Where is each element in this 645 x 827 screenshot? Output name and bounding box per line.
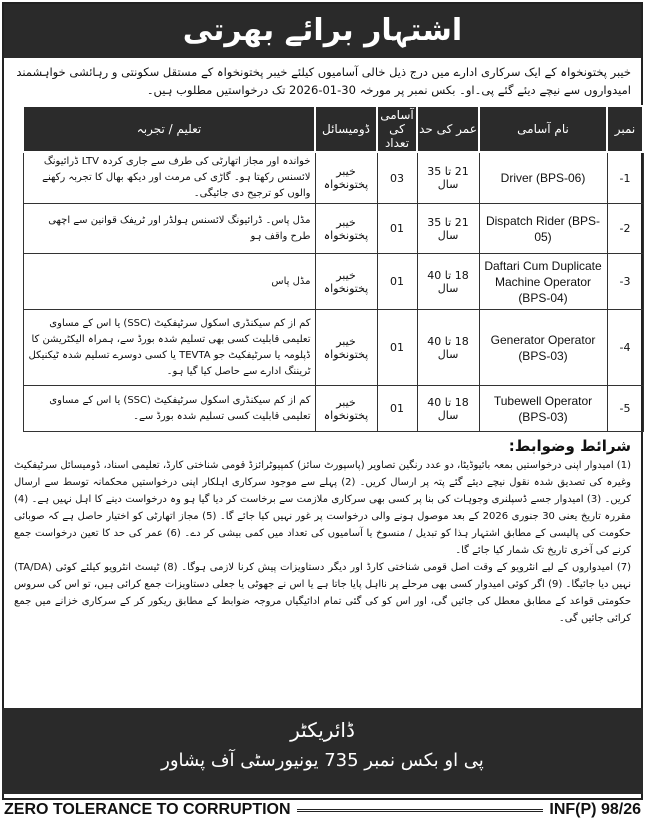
domicile: خیبر پختونخواہ: [315, 310, 377, 386]
post-count: 01: [377, 310, 417, 386]
age-limit: 21 تا 35 سال: [417, 204, 479, 254]
divider: [297, 809, 544, 812]
row-number: 5-: [607, 386, 643, 432]
advertisement: [2, 2, 643, 800]
post-name: Generator Operator (BPS-03): [479, 310, 607, 386]
reference-number: INF(P) 98/26: [549, 801, 641, 818]
footer-contact: [2, 708, 643, 794]
education: مڈل پاس۔ ڈرائیونگ لائسنس ہولڈر اور ٹریفک قوانین سے اچھی طرح واقف ہو: [23, 204, 315, 254]
post-count: 01: [377, 254, 417, 310]
education: خواندہ اور مجاز اتھارٹی کی طرف سے جاری کردہ LTV ڈرائیونگ لائسنس رکھتا ہو۔ گاڑی کی مرمت اور دیکھ بھال کا تجربہ رکھنے والوں کو ترجیح دی جائیگی۔: [23, 152, 315, 204]
intro-text: خیبر پختونخواہ کے ایک سرکاری ادارے میں درج ذیل خالی آسامیوں کیلئے خیبر پختونخواہ کے مستقل سکونتی و رہائشی خواہشمند امیدواروں سے نیچے دیئے گئے پی۔او۔ بکس نمبر پر مورخہ 30-01-2026 تک درخواستیں مطلوب ہیں۔: [16, 65, 631, 97]
col-domicile: ڈومیسائل: [315, 106, 377, 152]
age-limit: 18 تا 40 سال: [417, 386, 479, 432]
col-education: تعلیم / تجربہ: [23, 106, 315, 152]
post-name: Driver (BPS-06): [479, 152, 607, 204]
table-row: [23, 386, 643, 432]
row-number: 4-: [607, 310, 643, 386]
post-count: 01: [377, 386, 417, 432]
col-count: آسامی کی تعداد: [377, 106, 417, 152]
table-row: [23, 254, 643, 310]
table-row: [23, 204, 643, 254]
terms-section: [4, 432, 641, 631]
age-limit: 18 تا 40 سال: [417, 254, 479, 310]
domicile: خیبر پختونخواہ: [315, 386, 377, 432]
terms-paragraph-1: (1) امیدوار اپنی درخواستیں بمعہ بائیوڈیٹا، دو عدد رنگین تصاویر (پاسپورٹ سائز) کمپیوٹرائزڈ قومی شناختی کارڈ، تعلیمی اسناد، ڈومیسائل سرٹیفکیٹ وغیرہ کی تصدیق شدہ نقول نیچے دیئے گئے پتہ پر ارسال کریں۔ (2) پہلے سے موجود سرکاری اہلکار اپنی درخواستیں محکمانہ توسط سے ارسال کریں۔ (3) امیدوار جسے ڈسپلنری وجوہات کی بنا پر کسی بھی سرکاری ملازمت سے برخاست کر دیا گیا ہو وہ درخواست دینے کا اہل نہیں ہے۔ (4) مقررہ تاریخ یعنی 30 جنوری 2026 کے بعد موصول ہونے والی درخواست پر غور نہیں کیا جائے گا۔ (5) مجاز اتھارٹی کو اختیار حاصل ہے کہ صوبائی حکومت کی پالیسی کے مطابق اشتہار ہذا کو تبدیل / منسوخ یا آسامیوں کی تعداد میں کمی بیشی کر دے۔ (6) عمر کی حد کا تعین درخواست جمع کرنے کی آخری تاریخ تک شمار کیا جائے گا۔: [14, 460, 632, 556]
post-count: 01: [377, 204, 417, 254]
post-name: Tubewell Operator (BPS-03): [479, 386, 607, 432]
post-name: Daftari Cum Duplicate Machine Operator (BPS-04): [479, 254, 607, 310]
address: پی او بکس نمبر 735 یونیورسٹی آف پشاور: [161, 750, 484, 771]
terms-paragraph-2: (7) امیدواروں کے لیے انٹرویو کے وقت اصل قومی شناختی کارڈ اور دیگر دستاویزات پیش کرنا لازمی ہوگا۔ (8) ٹیسٹ انٹرویو کیلئے کوئی (TA/DA) نہیں دیا جائیگا۔ (9) اگر کوئی امیدوار کسی بھی مرحلے پر نااہل پایا جاتا ہے یا اس نے جھوٹی یا جعلی دستاویزات جمع کرائی ہیں، تو اس کی سروس حکومتی قواعد کے مطابق معطل کی جائیں گی، اور اس کو کی گئی تمام ادائیگیاں مروجہ ضوابط کے مطابق ریکور کر کے سرکاری خزانے میں جمع کرائی جائیں گی۔: [14, 562, 632, 624]
domicile: خیبر پختونخواہ: [315, 152, 377, 204]
post-count: 03: [377, 152, 417, 204]
education: کم از کم سیکنڈری اسکول سرٹیفکیٹ (SSC) یا اس کے مساوی تعلیمی قابلیت کسی تسلیم شدہ بورڈ سے۔: [23, 386, 315, 432]
designation: ڈائریکٹر: [290, 718, 355, 742]
col-age: عمر کی حد: [417, 106, 479, 152]
vacancies-table: [22, 105, 644, 432]
post-name: Dispatch Rider (BPS-05): [479, 204, 607, 254]
domicile: خیبر پختونخواہ: [315, 204, 377, 254]
bottom-strip: [4, 798, 641, 822]
slogan: ZERO TOLERANCE TO CORRUPTION: [4, 801, 291, 818]
row-number: 1-: [607, 152, 643, 204]
row-number: 2-: [607, 204, 643, 254]
domicile: خیبر پختونخواہ: [315, 254, 377, 310]
col-number: نمبر: [607, 106, 643, 152]
col-post: نام آسامی: [479, 106, 607, 152]
table-row: [23, 310, 643, 386]
terms-heading: شرائط وضوابط:: [508, 437, 631, 455]
education: کم از کم سیکنڈری اسکول سرٹیفکیٹ (SSC) یا اس کے مساوی تعلیمی قابلیت کسی بھی تسلیم شدہ بورڈ سے، ہمراہ الیکٹریشن کا ڈپلومہ یا سرٹیفکیٹ جو TEVTA یا کسی دوسرے تسلیم شدہ ٹیکنیکل ٹریننگ ادارے سے حاصل کیا گیا ہو۔: [23, 310, 315, 386]
education: مڈل پاس: [23, 254, 315, 310]
ad-title: اشتہار برائے بھرتی: [4, 4, 641, 58]
age-limit: 21 تا 35 سال: [417, 152, 479, 204]
table-row: [23, 152, 643, 204]
row-number: 3-: [607, 254, 643, 310]
age-limit: 18 تا 40 سال: [417, 310, 479, 386]
